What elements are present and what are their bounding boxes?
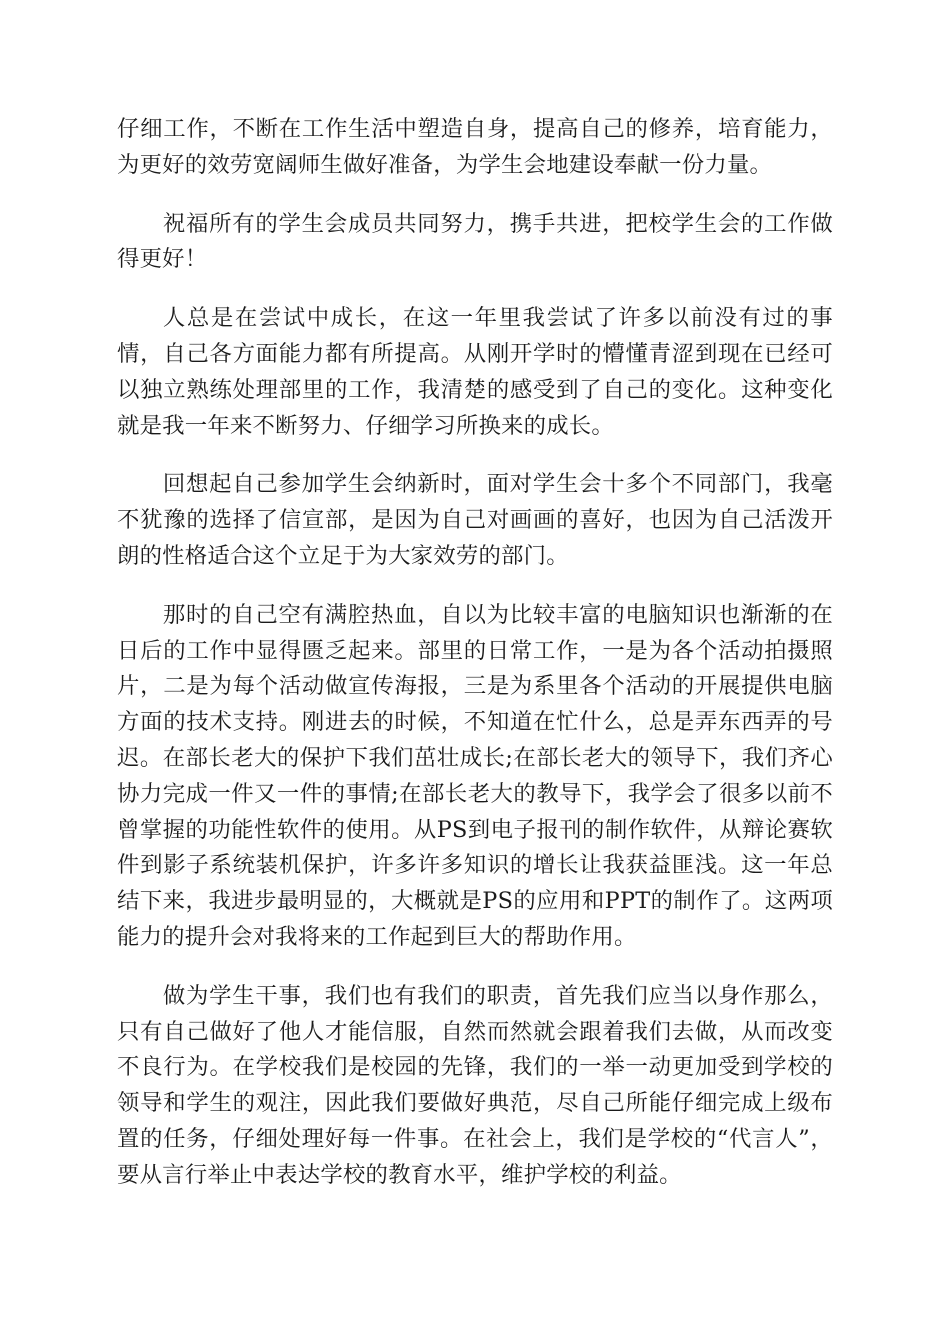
document-body: [117, 112, 833, 1217]
paragraph-6: 做为学生干事，我们也有我们的职责，首先我们应当以身作那么，只有自己做好了他人才能信服，自然而然就会跟着我们去做，从而改变不良行为。在学校我们是校园的先锋，我们的一举一动更加受到学校的领导和学生的观注，因此我们要做好典范，尽自己所能仔细完成上级布置的任务，仔细处理好每一件事。在社会上，我们是学校的“代言人”，要从言行举止中表达学校的教育水平，维护学校的利益。: [117, 982, 833, 1188]
paragraph-4: 回想起自己参加学生会纳新时，面对学生会十多个不同部门，我毫不犹豫的选择了信宣部，是因为自己对画画的喜好，也因为自己活泼开朗的性格适合这个立足于为大家效劳的部门。: [117, 471, 833, 569]
paragraph-3: 人总是在尝试中成长，在这一年里我尝试了许多以前没有过的事情，自己各方面能力都有所提高。从刚开学时的懵懂青涩到现在已经可以独立熟练处理部里的工作，我清楚的感受到了自己的变化。这种变化就是我一年来不断努力、仔细学习所换来的成长。: [117, 305, 833, 439]
paragraph-2: 祝福所有的学生会成员共同努力，携手共进，把校学生会的工作做得更好！: [117, 210, 833, 273]
paragraph-5: 那时的自己空有满腔热血，自以为比较丰富的电脑知识也渐渐的在日后的工作中显得匮乏起来。部里的日常工作，一是为各个活动拍摄照片，二是为每个活动做宣传海报，三是为系里各个活动的开展提供电脑方面的技术支持。刚进去的时候，不知道在忙什么，总是弄东西弄的号迟。在部长老大的保护下我们茁壮成长;在部长老大的领导下，我们齐心协力完成一件又一件的事情;在部长老大的教导下，我学会了很多以前不曾掌握的功能性软件的使用。从PS到电子报刊的制作软件，从辩论赛软件到影子系统装机保护，许多许多知识的增长让我获益匪浅。这一年总结下来，我进步最明显的，大概就是PS的应用和PPT的制作了。这两项能力的提升会对我将来的工作起到巨大的帮助作用。: [117, 601, 833, 950]
paragraph-1: 仔细工作，不断在工作生活中塑造自身，提高自己的修养，培育能力，为更好的效劳宽阔师生做好准备，为学生会地建设奉献一份力量。: [117, 116, 833, 178]
